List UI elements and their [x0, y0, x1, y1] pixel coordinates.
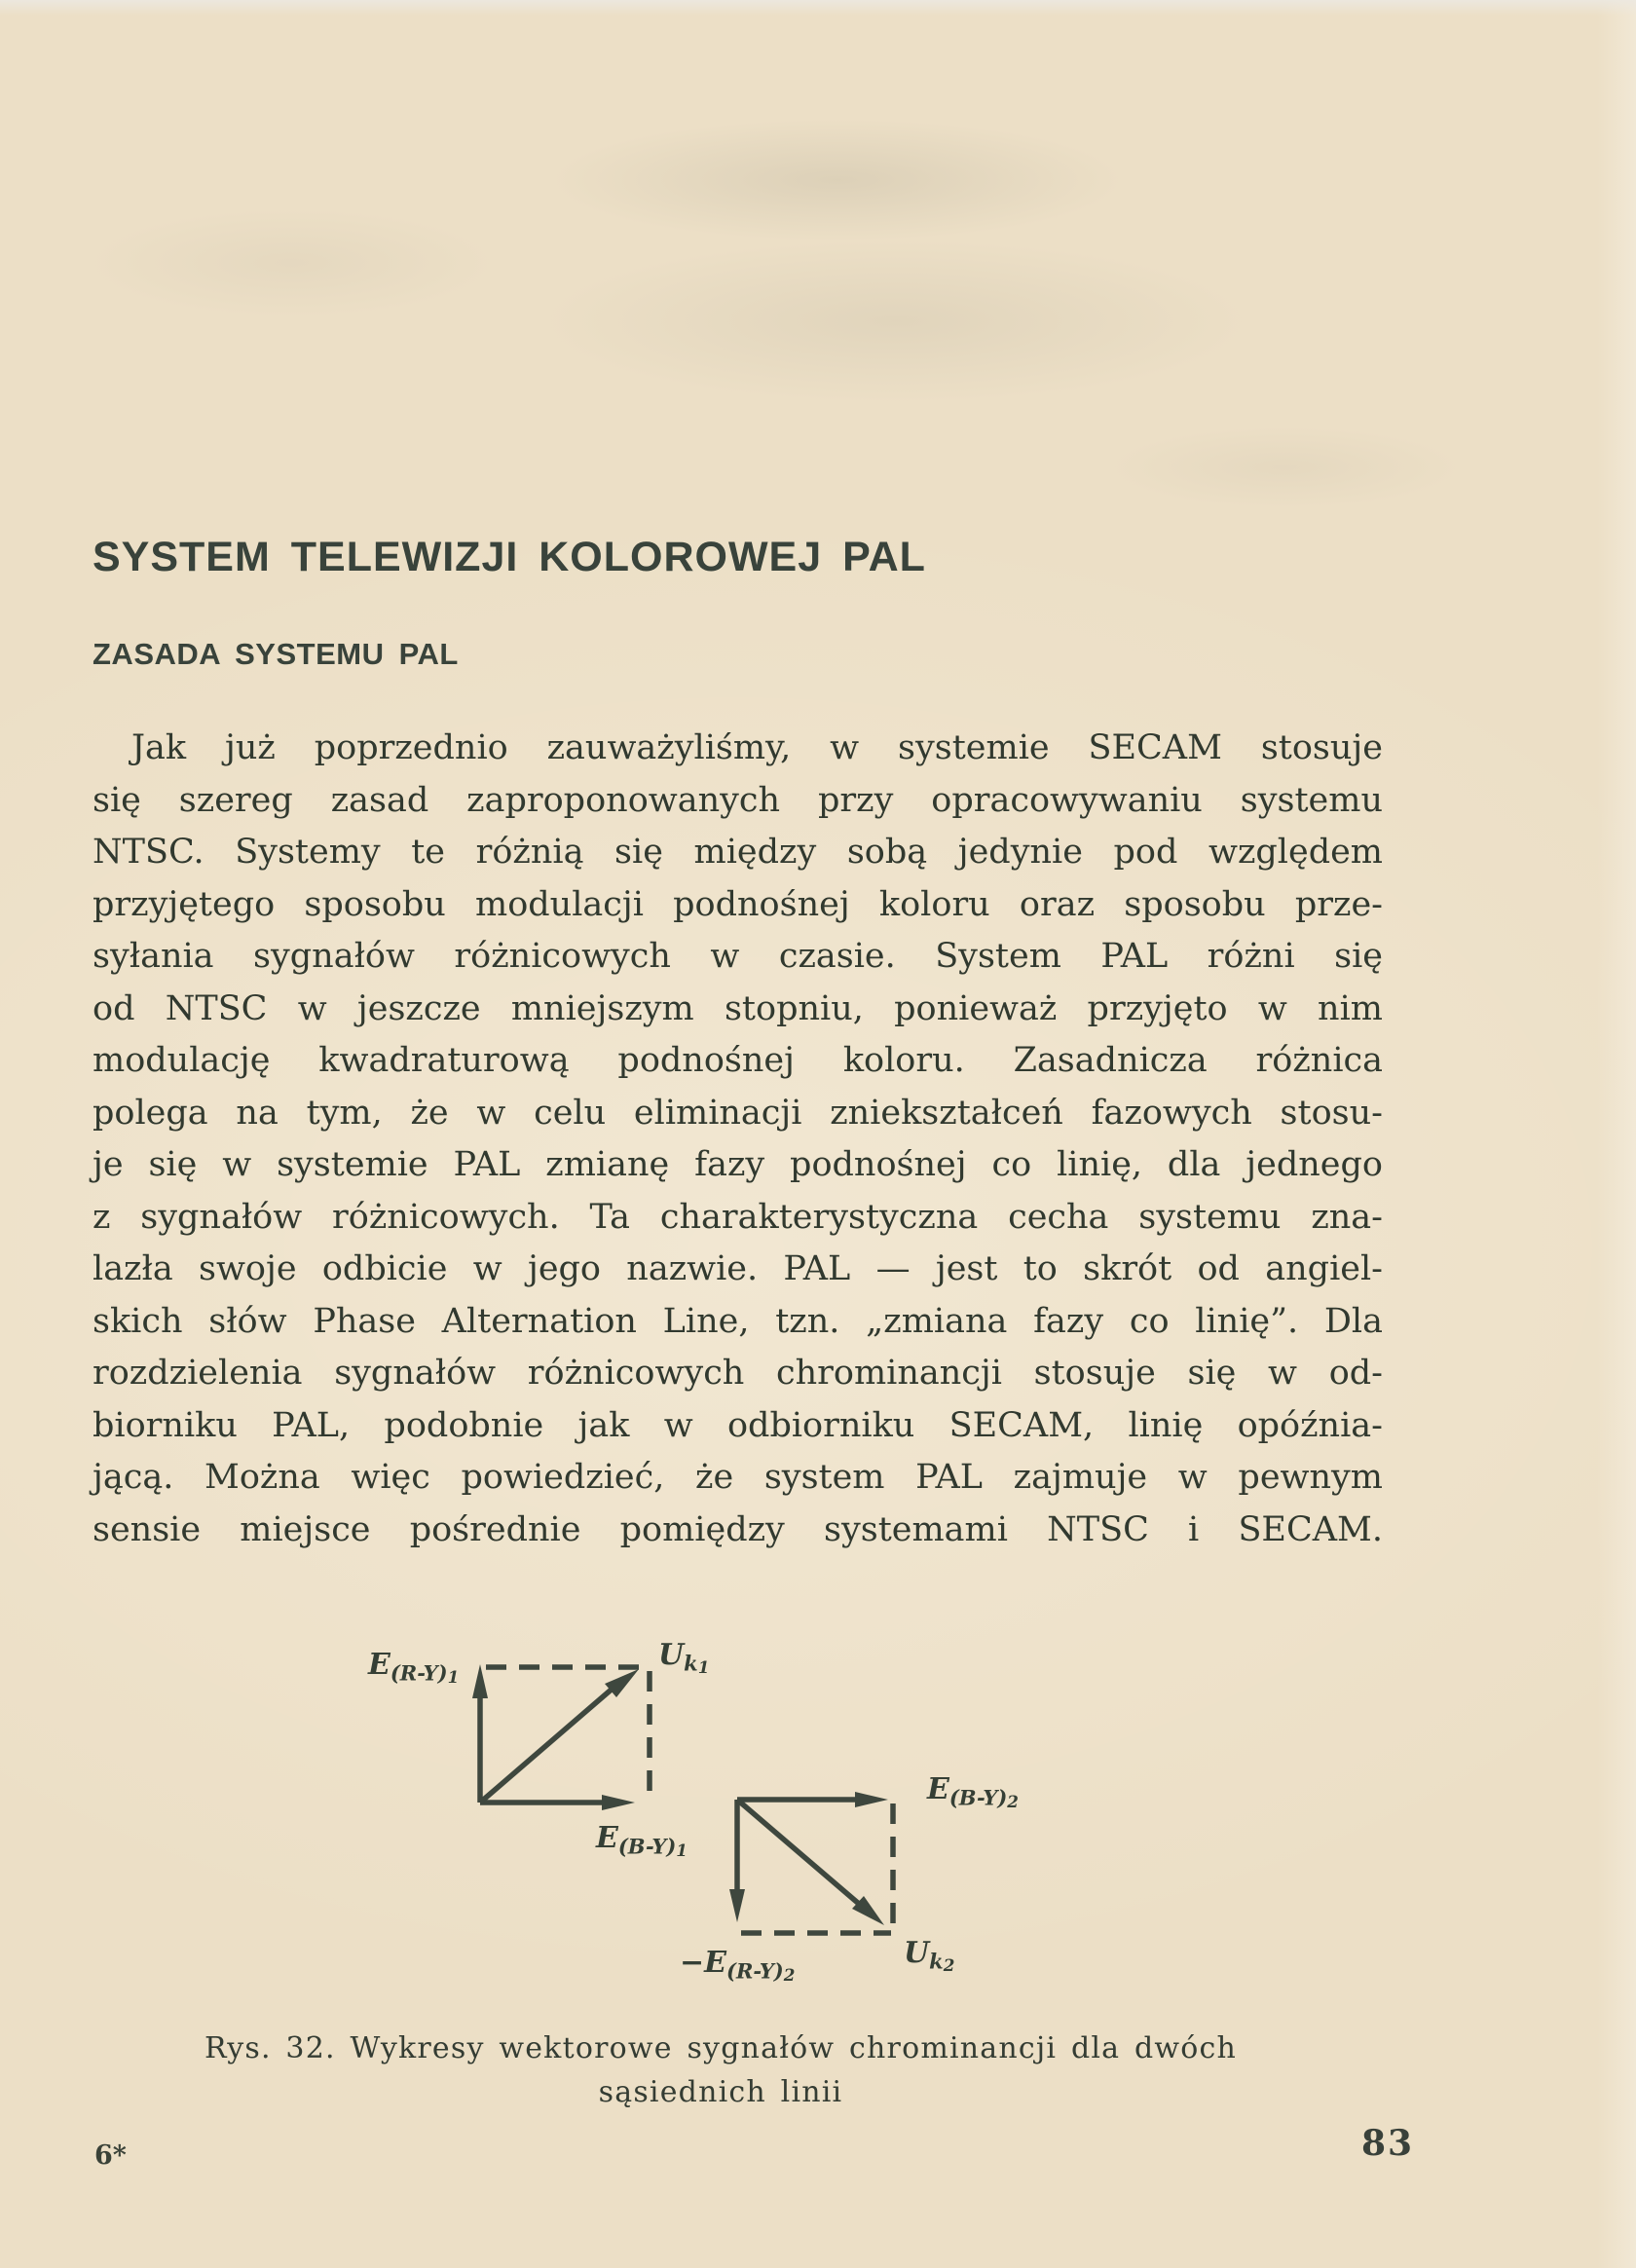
d1-vector-uk1	[480, 1688, 614, 1803]
paragraph-line: lazła swoje odbicie w jego nazwie. PAL — jest to skrót od angiel-	[93, 1249, 1383, 1288]
paragraph-line: sensie miejsce pośrednie pomiędzy systemami NTSC i SECAM.	[93, 1509, 1383, 1549]
paragraph-line: biorniku PAL, podobnie jak w odbiorniku SECAM, linię opóźnia-	[93, 1405, 1383, 1445]
label-e-b-y-1: $E_{(B-Y)1}$	[596, 1821, 688, 1861]
figure-caption	[93, 2026, 1349, 2114]
label-uk2: $U_{k2}$	[904, 1936, 955, 1976]
paragraph-line: je się w systemie PAL zmianę fazy podnośnej co linię, dla jednego	[93, 1145, 1383, 1184]
d2-arrowhead-down	[729, 1889, 745, 1922]
paragraph-line: jącą. Można więc powiedzieć, że system PAL zajmuje w pewnym	[93, 1458, 1383, 1497]
paragraph-line: skich słów Phase Alternation Line, tzn. „zmiana fazy co linię”. Dla	[93, 1301, 1383, 1341]
paragraph-line: od NTSC w jeszcze mniejszym stopniu, ponieważ przyjęto w nim	[93, 988, 1383, 1028]
paragraph-line: NTSC. Systemy te różnią się między sobą jedynie pod względem	[93, 833, 1383, 872]
label-neg-e-r-y-2: $-E_{(R-Y)2}$	[680, 1946, 796, 1986]
chapter-title: SYSTEM TELEWIZJI KOLOROWEJ PAL	[93, 534, 926, 580]
paragraph-line: z sygnałów różnicowych. Ta charakterystyczna cecha systemu zna-	[93, 1197, 1383, 1237]
label-uk1: $U_{k1}$	[658, 1638, 710, 1678]
signature-mark: 6*	[94, 2140, 127, 2171]
paragraph-line: polega na tym, że w celu eliminacji zniekształceń fazowych stosu-	[93, 1093, 1383, 1133]
paragraph-line: modulację kwadraturową podnośnej koloru. Zasadnicza różnica	[93, 1041, 1383, 1080]
page-number: 83	[1361, 2123, 1415, 2164]
section-title: ZASADA SYSTEMU PAL	[93, 637, 459, 671]
paragraph-line: się szereg zasad zaproponowanych przy opracowywaniu systemu	[93, 780, 1383, 820]
d1-arrowhead-up	[472, 1664, 488, 1698]
label-e-b-y-2: $E_{(B-Y)2}$	[927, 1772, 1019, 1812]
figure-caption-line1: Rys. 32. Wykresy wektorowe sygnałów chrominancji dla dwóch	[204, 2031, 1238, 2065]
d1-arrowhead-right	[602, 1795, 635, 1810]
paragraph-line: Jak już poprzednio zauważyliśmy, w systemie SECAM stosuje	[131, 728, 1383, 767]
paragraph-line: przyjętego sposobu modulacji podnośnej koloru oraz sposobu prze-	[93, 884, 1383, 924]
paragraph-line: syłania sygnałów różnicowych w czasie. System PAL różni się	[93, 937, 1383, 976]
label-e-r-y-1: $E_{(R-Y)1}$	[368, 1648, 460, 1688]
d2-arrowhead-right	[855, 1792, 888, 1807]
paragraph-line: rozdzielenia sygnałów różnicowych chrominancji stosuje się w od-	[93, 1354, 1383, 1393]
d2-vector-uk2	[737, 1800, 859, 1904]
figure-caption-line2: sąsiednich linii	[598, 2075, 843, 2109]
